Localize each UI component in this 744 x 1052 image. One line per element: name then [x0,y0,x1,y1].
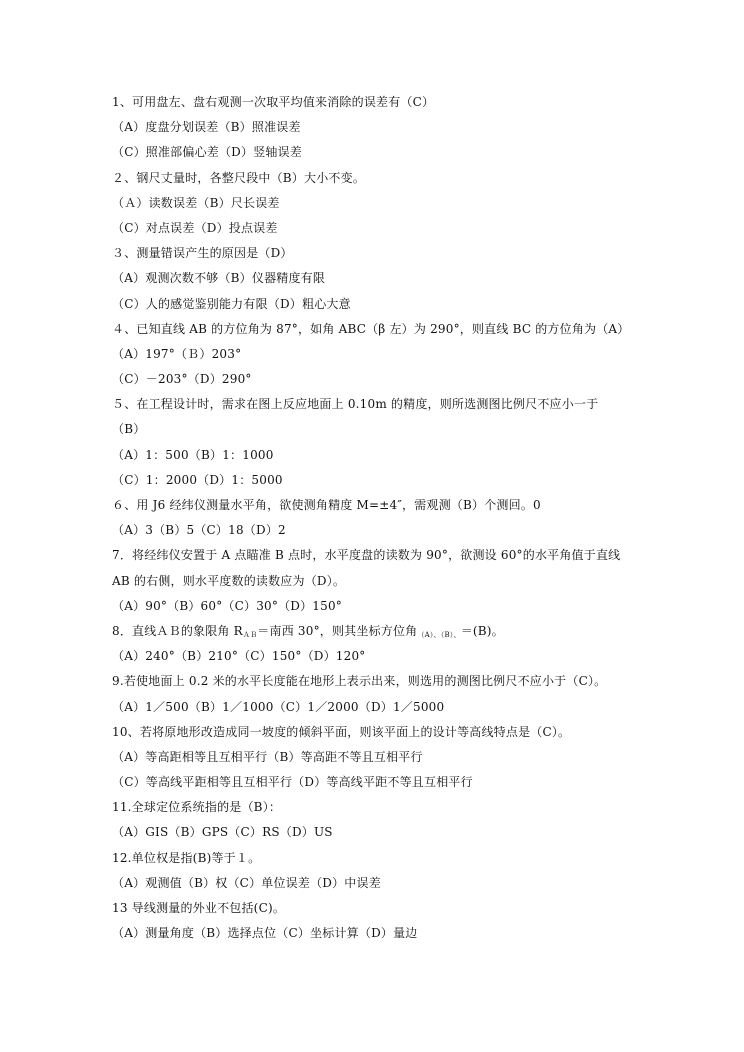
question-8-subscript-2: （A）、（B）、 [417,630,461,639]
question-5-answer: （B） [112,422,146,437]
question-3-options-c-d: （C）人的感觉鉴别能力有限（D）粗心大意 [112,296,351,311]
question-5-options-c-d: （C）1：2000（D）1：5000 [112,472,283,487]
question-6: ６、用 J6 经纬仪测量水平角，欲使测角精度 M=±4″，需观测（B）个测回。0 [112,498,541,512]
question-6-options: （A）3（B）5（C）18（D）2 [112,523,286,538]
question-7: 7．将经纬仪安置于 A 点瞄准 B 点时，水平度盘的读数为 90°，欲测设 60°的水平角值于直线 [112,548,621,563]
question-2-options-a-b: （Ａ）读数误差（B）尺长误差 [112,195,280,210]
question-8-prefix: 8．直线ＡＢ的象限角 R [112,623,243,638]
question-1: 1、可用盘左、盘右观测一次取平均值来消除的误差有（C） [112,95,435,109]
question-5: ５、在工程设计时，需求在图上反应地面上 0.10m 的精度，则所选测图比例尺不应小一于 [112,397,599,412]
question-8 [112,619,652,644]
question-10: 10、若将原地形改造成同一坡度的倾斜平面，则该平面上的设计等高线特点是（C）。 [112,724,571,739]
question-12: 12.单位权是指(B)等于１。 [112,850,261,865]
question-11-options: （A）GIS（B）GPS（C）RS（D）US [112,825,333,840]
question-11: 11.全球定位系统指的是（B）： [112,800,282,815]
question-13-options: （A）测量角度（B）选择点位（C）坐标计算（D）量边 [112,926,418,941]
question-4: ４、已知直线 AB 的方位角为 87°，如角 ABC（β 左）为 290°，则直线 BC 的方位角为（A） [112,321,630,336]
question-3-options-a-b: （A）观测次数不够（B）仪器精度有限 [112,271,326,286]
question-10-options-a-b: （A）等高距相等且互相平行（B）等高距不等且互相平行 [112,749,423,764]
question-4-options-c-d: （C）－203°（D）290° [112,372,252,387]
question-7-options: （A）90°（B）60°（C）30°（D）150° [112,598,343,613]
question-2: ２、钢尺丈量时，各整尺段中（B）大小不变。 [112,170,366,185]
question-10-options-c-d: （C）等高线平距相等且互相平行（D）等高线平距不等且互相平行 [112,775,473,790]
question-13: 13 导线测量的外业不包括(C)。 [112,901,286,915]
question-9-options: （A）1／500（B）1／1000（C）1／2000（D）1／5000 [112,699,445,714]
question-1-options-a-b: （A）度盘分划误差（B）照准误差 [112,120,301,135]
question-4-options-a-b: （A）197°（Ｂ）203° [112,346,242,361]
question-8-subscript: ＡＢ [242,630,258,639]
question-8-middle: ＝南西 30°，则其坐标方位角 [257,623,418,638]
question-8-options: （A）240°（B）210°（C）150°（D）120° [112,649,366,664]
question-3: ３、测量错误产生的原因是（D） [112,246,293,261]
document-body [112,90,652,946]
question-1-options-c-d: （C）照准部偏心差（D）竖轴误差 [112,145,303,160]
question-7-continued: AB 的右侧，则水平度数的读数应为（D）。 [112,573,346,588]
question-12-options: （A）观测值（B）权（C）单位误差（D）中误差 [112,875,381,890]
question-5-options-a-b: （A）1：500（B）1：1000 [112,447,274,462]
question-2-options-c-d: （C）对点误差（D）投点误差 [112,220,278,235]
question-9: 9.若使地面上 0.2 米的水平长度能在地形上表示出来，则选用的测图比例尺不应小于（C）。 [112,674,607,689]
question-8-suffix: ＝(B)。 [460,623,504,638]
